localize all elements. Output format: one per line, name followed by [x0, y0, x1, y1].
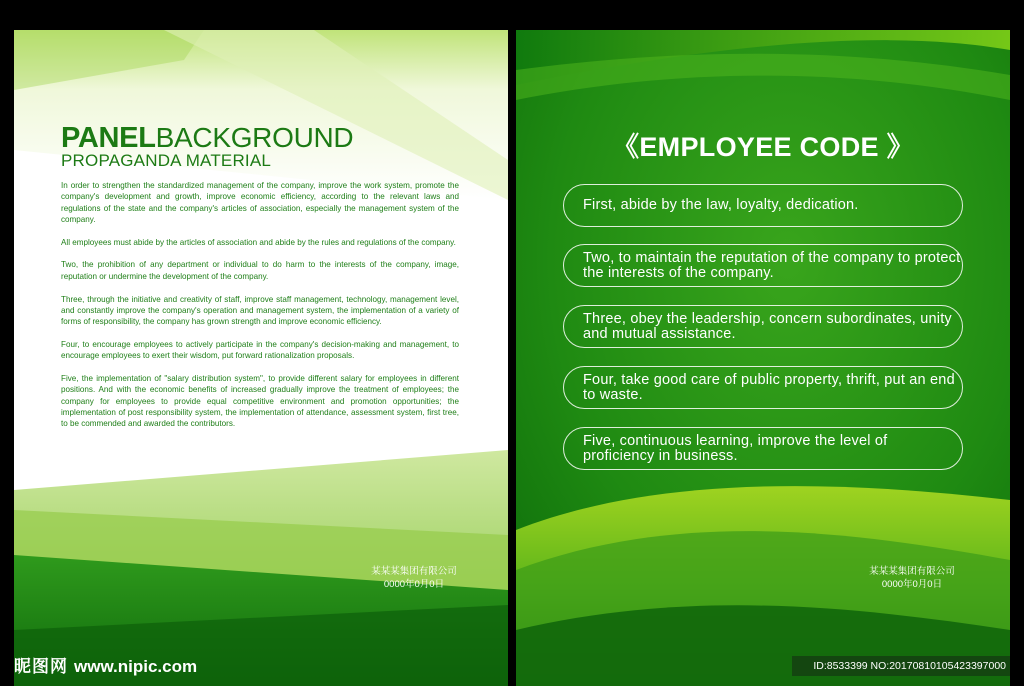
watermark-id: ID:8533399 NO:20170810105423397000: [792, 656, 1010, 676]
title-bold: PANEL: [61, 122, 156, 154]
paragraph: Five, the implementation of "salary distribution system", to provide different salary for employees in different positions. And with the economic benefits of increased gradually improve the treatment of employees; the company for employees to provide equal competitive environment and promotion opportunities; the implementation of post responsibility system, the implementation of attendance, assessment system, first tree, to be commended and awarded the contributors.: [61, 374, 459, 429]
body-text: [61, 180, 459, 441]
code-item-text: Three, obey the leadership, concern subordinates, unity and mutual assistance.: [583, 310, 952, 342]
code-item: [563, 366, 963, 409]
page-title: [61, 123, 353, 153]
watermark-logo-text: 昵图网: [14, 657, 68, 677]
paragraph: All employees must abide by the articles of association and abide by the rules and regulations of the company.: [61, 237, 456, 247]
paragraph: Four, to encourage employees to actively participate in the company's decision-making and management, to encourage employees to exert their wisdom, put forward rationalization proposals.: [61, 339, 459, 361]
paragraph: Two, the prohibition of any department or individual to do harm to the interests of the company, image, reputation or undermine the development of the company.: [61, 260, 459, 281]
code-item-text: Five, continuous learning, improve the level of proficiency in business.: [583, 432, 888, 464]
subtitle: PROPAGANDA MATERIAL: [61, 151, 272, 170]
company-name: 某某某集团有限公司: [869, 566, 955, 577]
watermark-logo: [14, 652, 197, 677]
code-item: [563, 244, 963, 287]
code-item: [563, 184, 963, 227]
date-text: 0000年0月0日: [881, 578, 943, 590]
employee-code-title: 《EMPLOYEE CODE 》: [612, 132, 914, 162]
paragraph: In order to strengthen the standardized management of the company, improve the work system, promote the company's development and growth, improve economic efficiency, according to the relevant laws and regulations of the state and the company's articles of association, especially the management system of the company.: [61, 181, 459, 224]
watermark-url: www.nipic.com: [74, 657, 198, 676]
code-item-text: Two, to maintain the reputation of the company to protect the interests of the company.: [583, 249, 961, 281]
left-panel: [14, 30, 508, 686]
title-thin: BACKGROUND: [155, 122, 354, 153]
code-item-text: Four, take good care of public property, thrift, put an end to waste.: [583, 371, 955, 403]
code-item-text: First, abide by the law, loyalty, dedication.: [583, 197, 859, 213]
code-item: [563, 427, 963, 470]
right-footer: [852, 566, 972, 591]
left-footer: [354, 566, 474, 591]
date-text: 0000年0月0日: [383, 578, 445, 590]
code-item: [563, 305, 963, 348]
paragraph: Three, through the initiative and creativity of staff, improve staff management, technology, management level, and constantly improve the company's operation and management system, the implementation of a variety of forms of responsibility, the company has grown strength and improve economic efficiency.: [61, 294, 459, 327]
right-panel: [516, 30, 1010, 686]
company-name: 某某某集团有限公司: [371, 566, 457, 577]
